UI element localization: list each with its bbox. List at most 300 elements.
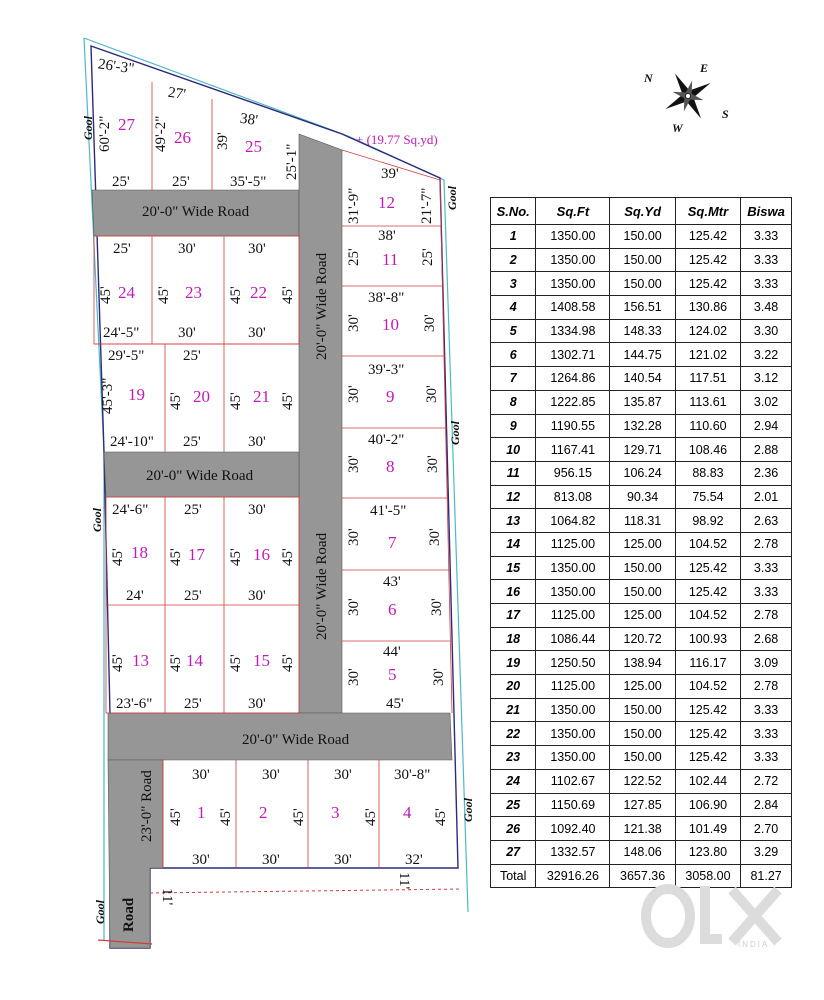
svg-text:30': 30' bbox=[178, 241, 196, 257]
serial-cell: 11 bbox=[491, 461, 536, 485]
total-label: Total bbox=[491, 864, 536, 888]
value-cell: 1350.00 bbox=[536, 722, 610, 746]
road-label: 20'-0" Wide Road bbox=[314, 252, 330, 360]
value-cell: 113.61 bbox=[675, 390, 740, 414]
value-cell: 1350.00 bbox=[536, 272, 610, 296]
svg-text:31'-9": 31'-9" bbox=[346, 187, 362, 224]
value-cell: 106.24 bbox=[610, 461, 675, 485]
value-cell: 135.87 bbox=[610, 390, 675, 414]
plot-number: 19 bbox=[128, 385, 145, 404]
value-cell: 117.51 bbox=[675, 367, 740, 391]
value-cell: 2.78 bbox=[741, 675, 792, 699]
value-cell: 125.42 bbox=[675, 722, 740, 746]
total-cell: 3657.36 bbox=[610, 864, 675, 888]
svg-text:45': 45' bbox=[280, 286, 296, 304]
value-cell: 122.52 bbox=[610, 769, 675, 793]
svg-text:24'-10": 24'-10" bbox=[110, 434, 154, 450]
olx-watermark-sub: INDIA bbox=[738, 940, 770, 949]
svg-text:45': 45' bbox=[280, 392, 296, 410]
svg-text:30': 30' bbox=[248, 588, 266, 604]
value-cell: 148.33 bbox=[610, 319, 675, 343]
value-cell: 2.94 bbox=[741, 414, 792, 438]
plot-number: 9 bbox=[386, 387, 395, 406]
table-row bbox=[491, 627, 792, 651]
value-cell: 102.44 bbox=[675, 769, 740, 793]
value-cell: 125.00 bbox=[610, 675, 675, 699]
svg-text:45': 45' bbox=[110, 548, 126, 566]
svg-text:45': 45' bbox=[110, 654, 126, 672]
serial-cell: 5 bbox=[491, 319, 536, 343]
svg-text:45': 45' bbox=[168, 654, 184, 672]
svg-text:25': 25' bbox=[113, 241, 131, 257]
table-row bbox=[491, 438, 792, 462]
value-cell: 3.33 bbox=[741, 272, 792, 296]
value-cell: 132.28 bbox=[610, 414, 675, 438]
plot-number: 2 bbox=[259, 803, 268, 822]
svg-text:30': 30' bbox=[425, 455, 441, 473]
gool-label: Gool bbox=[81, 116, 95, 140]
svg-text:25': 25' bbox=[184, 502, 202, 518]
svg-text:30': 30' bbox=[346, 528, 362, 546]
svg-text:25': 25' bbox=[183, 434, 201, 450]
svg-text:25': 25' bbox=[420, 248, 436, 266]
value-cell: 3.33 bbox=[741, 698, 792, 722]
value-cell: 116.17 bbox=[675, 651, 740, 675]
serial-cell: 15 bbox=[491, 556, 536, 580]
value-cell: 1264.86 bbox=[536, 367, 610, 391]
value-cell: 3.09 bbox=[741, 651, 792, 675]
value-cell: 1125.00 bbox=[536, 532, 610, 556]
svg-text:30': 30' bbox=[248, 696, 266, 712]
svg-text:30': 30' bbox=[346, 314, 362, 332]
svg-text:25': 25' bbox=[184, 588, 202, 604]
svg-text:30': 30' bbox=[346, 668, 362, 686]
table-row bbox=[491, 248, 792, 272]
svg-text:45': 45' bbox=[218, 808, 234, 826]
table-row bbox=[491, 225, 792, 249]
value-cell: 1334.98 bbox=[536, 319, 610, 343]
table-body bbox=[491, 225, 792, 888]
svg-text:26'-3": 26'-3" bbox=[97, 56, 136, 78]
value-cell: 3.02 bbox=[741, 390, 792, 414]
svg-text:30'-8": 30'-8" bbox=[394, 767, 431, 783]
value-cell: 3.29 bbox=[741, 840, 792, 864]
plot-number: 11 bbox=[382, 250, 399, 269]
plot-number: 7 bbox=[388, 533, 397, 552]
value-cell: 125.42 bbox=[675, 580, 740, 604]
plot-number: 16 bbox=[253, 545, 270, 564]
svg-text:35'-5": 35'-5" bbox=[230, 174, 267, 190]
serial-cell: 19 bbox=[491, 651, 536, 675]
table-row bbox=[491, 675, 792, 699]
value-cell: 2.68 bbox=[741, 627, 792, 651]
svg-text:24': 24' bbox=[126, 588, 144, 604]
svg-text:23'-6": 23'-6" bbox=[116, 696, 153, 712]
value-cell: 129.71 bbox=[610, 438, 675, 462]
svg-text:32': 32' bbox=[405, 852, 423, 868]
column-header: Sq.Mtr bbox=[675, 198, 740, 225]
table-row bbox=[491, 698, 792, 722]
serial-cell: 9 bbox=[491, 414, 536, 438]
serial-cell: 27 bbox=[491, 840, 536, 864]
value-cell: 3.33 bbox=[741, 722, 792, 746]
value-cell: 3.33 bbox=[741, 746, 792, 770]
column-header: S.No. bbox=[491, 198, 536, 225]
road-label: 20'-0" Wide Road bbox=[146, 468, 254, 484]
value-cell: 106.90 bbox=[675, 793, 740, 817]
svg-text:11': 11' bbox=[396, 872, 412, 890]
value-cell: 150.00 bbox=[610, 698, 675, 722]
svg-text:30': 30' bbox=[346, 455, 362, 473]
plot-number: 1 bbox=[197, 803, 206, 822]
plot-number: 15 bbox=[253, 651, 270, 670]
value-cell: 110.60 bbox=[675, 414, 740, 438]
svg-text:25': 25' bbox=[183, 348, 201, 364]
value-cell: 1408.58 bbox=[536, 296, 610, 320]
value-cell: 1125.00 bbox=[536, 675, 610, 699]
svg-text:38': 38' bbox=[238, 110, 259, 129]
serial-cell: 20 bbox=[491, 675, 536, 699]
svg-text:45': 45' bbox=[156, 286, 172, 304]
column-header: Sq.Ft bbox=[536, 198, 610, 225]
compass-rose-icon bbox=[643, 61, 729, 135]
svg-text:30': 30' bbox=[346, 385, 362, 403]
serial-cell: 24 bbox=[491, 769, 536, 793]
value-cell: 1102.67 bbox=[536, 769, 610, 793]
svg-text:30': 30' bbox=[262, 852, 280, 868]
value-cell: 101.49 bbox=[675, 817, 740, 841]
setback-line bbox=[150, 889, 462, 893]
value-cell: 813.08 bbox=[536, 485, 610, 509]
value-cell: 104.52 bbox=[675, 604, 740, 628]
table-row bbox=[491, 296, 792, 320]
value-cell: 108.46 bbox=[675, 438, 740, 462]
plot-number: 4 bbox=[403, 803, 412, 822]
svg-text:30': 30' bbox=[248, 241, 266, 257]
value-cell: 3.30 bbox=[741, 319, 792, 343]
plot-number: 26 bbox=[174, 128, 191, 147]
value-cell: 140.54 bbox=[610, 367, 675, 391]
serial-cell: 4 bbox=[491, 296, 536, 320]
serial-cell: 3 bbox=[491, 272, 536, 296]
svg-text:30': 30' bbox=[429, 598, 445, 616]
table-row bbox=[491, 343, 792, 367]
value-cell: 150.00 bbox=[610, 248, 675, 272]
value-cell: 150.00 bbox=[610, 556, 675, 580]
value-cell: 1332.57 bbox=[536, 840, 610, 864]
value-cell: 1125.00 bbox=[536, 604, 610, 628]
table-row bbox=[491, 319, 792, 343]
svg-text:45'-3": 45'-3" bbox=[100, 377, 116, 414]
value-cell: 2.78 bbox=[741, 532, 792, 556]
value-cell: 956.15 bbox=[536, 461, 610, 485]
svg-text:24'-6": 24'-6" bbox=[112, 502, 149, 518]
value-cell: 120.72 bbox=[610, 627, 675, 651]
svg-text:30': 30' bbox=[334, 852, 352, 868]
value-cell: 144.75 bbox=[610, 343, 675, 367]
value-cell: 98.92 bbox=[675, 509, 740, 533]
value-cell: 3.22 bbox=[741, 343, 792, 367]
value-cell: 127.85 bbox=[610, 793, 675, 817]
serial-cell: 10 bbox=[491, 438, 536, 462]
plot-number: 24 bbox=[118, 283, 135, 302]
svg-text:45': 45' bbox=[280, 548, 296, 566]
value-cell: 1190.55 bbox=[536, 414, 610, 438]
value-cell: 1222.85 bbox=[536, 390, 610, 414]
value-cell: 3.33 bbox=[741, 556, 792, 580]
svg-text:44': 44' bbox=[383, 644, 401, 660]
svg-text:25'-1": 25'-1" bbox=[284, 143, 300, 180]
value-cell: 150.00 bbox=[610, 580, 675, 604]
svg-text:W: W bbox=[672, 121, 683, 135]
serial-cell: 22 bbox=[491, 722, 536, 746]
road-label: 20'-0" Wide Road bbox=[142, 204, 250, 220]
value-cell: 1092.40 bbox=[536, 817, 610, 841]
plot-number: 21 bbox=[253, 387, 270, 406]
svg-text:30': 30' bbox=[248, 502, 266, 518]
gool-label: Gool bbox=[93, 900, 107, 924]
serial-cell: 21 bbox=[491, 698, 536, 722]
value-cell: 3.33 bbox=[741, 225, 792, 249]
serial-cell: 18 bbox=[491, 627, 536, 651]
table-row bbox=[491, 793, 792, 817]
plot-number: 3 bbox=[331, 803, 340, 822]
plot-number: 22 bbox=[250, 283, 267, 302]
table-row bbox=[491, 414, 792, 438]
extra-area-note: + (19.77 Sq.yd) bbox=[356, 132, 438, 147]
svg-text:45': 45' bbox=[168, 392, 184, 410]
serial-cell: 7 bbox=[491, 367, 536, 391]
svg-text:45': 45' bbox=[228, 654, 244, 672]
table-row bbox=[491, 604, 792, 628]
column-header: Sq.Yd bbox=[610, 198, 675, 225]
svg-text:30': 30' bbox=[262, 767, 280, 783]
plot-number: 14 bbox=[186, 651, 203, 670]
value-cell: 118.31 bbox=[610, 509, 675, 533]
area-table bbox=[490, 197, 792, 888]
value-cell: 2.70 bbox=[741, 817, 792, 841]
table-row bbox=[491, 509, 792, 533]
svg-text:43': 43' bbox=[383, 574, 401, 590]
table-row bbox=[491, 556, 792, 580]
plot-number: 20 bbox=[193, 387, 210, 406]
value-cell: 100.93 bbox=[675, 627, 740, 651]
value-cell: 125.42 bbox=[675, 746, 740, 770]
road-label: 20'-0" Wide Road bbox=[314, 532, 330, 640]
total-cell: 81.27 bbox=[741, 864, 792, 888]
value-cell: 121.02 bbox=[675, 343, 740, 367]
table-row bbox=[491, 485, 792, 509]
serial-cell: 14 bbox=[491, 532, 536, 556]
svg-text:30': 30' bbox=[431, 668, 447, 686]
svg-text:11': 11' bbox=[159, 888, 175, 906]
value-cell: 121.38 bbox=[610, 817, 675, 841]
svg-text:30': 30' bbox=[334, 767, 352, 783]
svg-text:30': 30' bbox=[422, 314, 438, 332]
value-cell: 2.63 bbox=[741, 509, 792, 533]
table-row bbox=[491, 840, 792, 864]
svg-text:45': 45' bbox=[280, 654, 296, 672]
svg-text:21'-7": 21'-7" bbox=[419, 187, 435, 224]
serial-cell: 13 bbox=[491, 509, 536, 533]
table-row bbox=[491, 461, 792, 485]
value-cell: 2.88 bbox=[741, 438, 792, 462]
value-cell: 138.94 bbox=[610, 651, 675, 675]
svg-text:45': 45' bbox=[228, 548, 244, 566]
serial-cell: 12 bbox=[491, 485, 536, 509]
svg-text:E: E bbox=[700, 61, 709, 75]
svg-text:45': 45' bbox=[433, 808, 449, 826]
value-cell: 150.00 bbox=[610, 225, 675, 249]
svg-text:25': 25' bbox=[112, 174, 130, 190]
total-cell: 3058.00 bbox=[675, 864, 740, 888]
svg-text:25': 25' bbox=[184, 696, 202, 712]
plot-number: 25 bbox=[245, 137, 262, 156]
svg-text:30': 30' bbox=[192, 852, 210, 868]
svg-text:45': 45' bbox=[228, 392, 244, 410]
svg-text:45': 45' bbox=[386, 696, 404, 712]
svg-text:45': 45' bbox=[168, 548, 184, 566]
svg-text:41'-5": 41'-5" bbox=[370, 503, 407, 519]
plot-number: 27 bbox=[118, 115, 135, 134]
value-cell: 104.52 bbox=[675, 532, 740, 556]
value-cell: 130.86 bbox=[675, 296, 740, 320]
value-cell: 1086.44 bbox=[536, 627, 610, 651]
svg-text:30': 30' bbox=[248, 434, 266, 450]
value-cell: 2.78 bbox=[741, 604, 792, 628]
svg-text:30': 30' bbox=[424, 385, 440, 403]
value-cell: 1150.69 bbox=[536, 793, 610, 817]
value-cell: 104.52 bbox=[675, 675, 740, 699]
svg-text:30': 30' bbox=[178, 325, 196, 341]
svg-text:45': 45' bbox=[291, 808, 307, 826]
plot-number: 10 bbox=[382, 315, 399, 334]
value-cell: 1350.00 bbox=[536, 225, 610, 249]
value-cell: 1350.00 bbox=[536, 556, 610, 580]
gool-label: Gool bbox=[448, 421, 462, 445]
serial-cell: 1 bbox=[491, 225, 536, 249]
plot-number: 12 bbox=[378, 193, 395, 212]
road-label: Road bbox=[121, 897, 137, 932]
svg-text:40'-2": 40'-2" bbox=[368, 432, 405, 448]
value-cell: 124.02 bbox=[675, 319, 740, 343]
value-cell: 125.00 bbox=[610, 532, 675, 556]
table-row bbox=[491, 722, 792, 746]
value-cell: 1350.00 bbox=[536, 746, 610, 770]
svg-text:30': 30' bbox=[248, 325, 266, 341]
value-cell: 3.48 bbox=[741, 296, 792, 320]
svg-text:45': 45' bbox=[98, 286, 114, 304]
table-header-row bbox=[491, 198, 792, 225]
serial-cell: 6 bbox=[491, 343, 536, 367]
svg-text:45': 45' bbox=[168, 808, 184, 826]
table-row bbox=[491, 580, 792, 604]
table-row bbox=[491, 651, 792, 675]
value-cell: 90.34 bbox=[610, 485, 675, 509]
serial-cell: 16 bbox=[491, 580, 536, 604]
table-row bbox=[491, 769, 792, 793]
value-cell: 150.00 bbox=[610, 722, 675, 746]
plot-number: 13 bbox=[132, 651, 149, 670]
svg-text:39': 39' bbox=[381, 166, 399, 182]
value-cell: 1302.71 bbox=[536, 343, 610, 367]
value-cell: 2.36 bbox=[741, 461, 792, 485]
road-label: 23'-0" Road bbox=[139, 770, 155, 842]
value-cell: 125.42 bbox=[675, 556, 740, 580]
value-cell: 125.42 bbox=[675, 225, 740, 249]
value-cell: 1350.00 bbox=[536, 248, 610, 272]
gool-label: Gool bbox=[445, 186, 459, 210]
svg-text:38': 38' bbox=[378, 228, 396, 244]
plot-number: 23 bbox=[185, 283, 202, 302]
gool-label: Gool bbox=[90, 508, 104, 532]
value-cell: 1350.00 bbox=[536, 698, 610, 722]
value-cell: 150.00 bbox=[610, 746, 675, 770]
plot-number: 18 bbox=[131, 543, 148, 562]
total-cell: 32916.26 bbox=[536, 864, 610, 888]
value-cell: 125.42 bbox=[675, 272, 740, 296]
plot-number: 8 bbox=[386, 457, 395, 476]
svg-text:25': 25' bbox=[172, 174, 190, 190]
svg-text:45': 45' bbox=[363, 808, 379, 826]
svg-text:60'-2": 60'-2" bbox=[97, 115, 113, 152]
table-row bbox=[491, 272, 792, 296]
table-row bbox=[491, 817, 792, 841]
value-cell: 88.83 bbox=[675, 461, 740, 485]
svg-text:30': 30' bbox=[192, 767, 210, 783]
svg-text:N: N bbox=[644, 71, 653, 85]
svg-text:49'-2": 49'-2" bbox=[153, 115, 169, 152]
svg-text:24'-5": 24'-5" bbox=[103, 325, 140, 341]
value-cell: 2.01 bbox=[741, 485, 792, 509]
svg-text:45': 45' bbox=[228, 286, 244, 304]
svg-text:39'-3": 39'-3" bbox=[368, 362, 405, 378]
plot-number: 5 bbox=[388, 665, 397, 684]
serial-cell: 17 bbox=[491, 604, 536, 628]
plot-number: 6 bbox=[388, 600, 397, 619]
value-cell: 125.00 bbox=[610, 604, 675, 628]
table-row bbox=[491, 746, 792, 770]
serial-cell: 8 bbox=[491, 390, 536, 414]
svg-text:30': 30' bbox=[427, 528, 443, 546]
value-cell: 156.51 bbox=[610, 296, 675, 320]
value-cell: 1167.41 bbox=[536, 438, 610, 462]
value-cell: 2.84 bbox=[741, 793, 792, 817]
value-cell: 3.33 bbox=[741, 580, 792, 604]
serial-cell: 23 bbox=[491, 746, 536, 770]
svg-text:39': 39' bbox=[215, 132, 231, 150]
svg-text:S: S bbox=[722, 107, 729, 121]
svg-text:38'-8": 38'-8" bbox=[368, 290, 405, 306]
value-cell: 150.00 bbox=[610, 272, 675, 296]
value-cell: 75.54 bbox=[675, 485, 740, 509]
value-cell: 1064.82 bbox=[536, 509, 610, 533]
value-cell: 3.33 bbox=[741, 248, 792, 272]
table-row bbox=[491, 367, 792, 391]
value-cell: 125.42 bbox=[675, 248, 740, 272]
value-cell: 148.06 bbox=[610, 840, 675, 864]
value-cell: 1350.00 bbox=[536, 580, 610, 604]
svg-text:29'-5": 29'-5" bbox=[108, 348, 145, 364]
serial-cell: 2 bbox=[491, 248, 536, 272]
value-cell: 125.42 bbox=[675, 698, 740, 722]
svg-text:27': 27' bbox=[166, 84, 187, 103]
serial-cell: 25 bbox=[491, 793, 536, 817]
value-cell: 3.12 bbox=[741, 367, 792, 391]
gool-label: Gool bbox=[461, 798, 475, 822]
value-cell: 1250.50 bbox=[536, 651, 610, 675]
table-row bbox=[491, 532, 792, 556]
